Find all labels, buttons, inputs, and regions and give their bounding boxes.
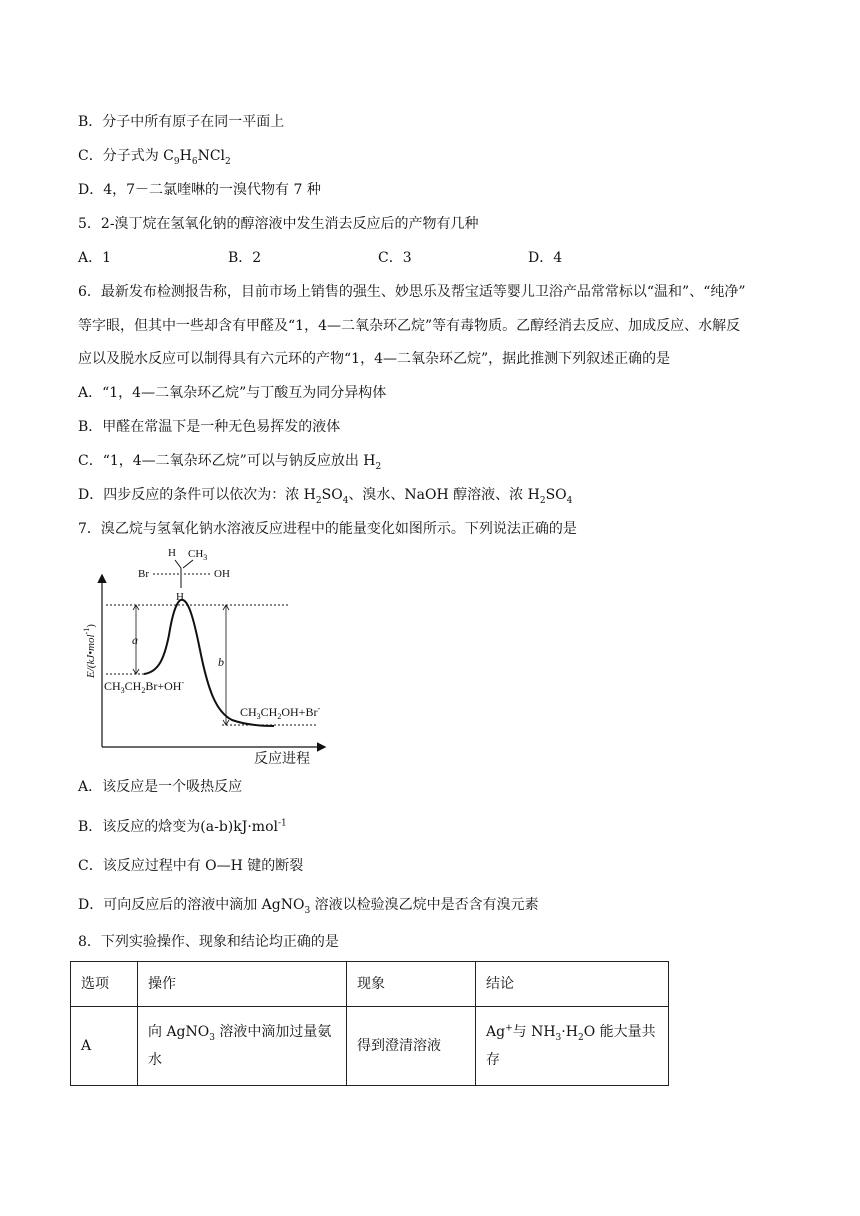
q6-option-c: C．“1，4—二氧杂环乙烷”可以与钠反应放出 $H_2$ xyxy=(78,453,382,472)
header-phenomenon: 现象 xyxy=(347,962,476,1007)
svg-text:CH3: $CH_3$ xyxy=(188,548,208,562)
header-option: 选项 xyxy=(71,962,138,1007)
q7-option-a: A．该反应是一个吸热反应 xyxy=(78,779,243,795)
q5-options xyxy=(78,248,562,268)
label-a: a xyxy=(132,633,138,647)
q7-stem: 7．溴乙烷与氢氧化钠水溶液反应进程中的能量变化如图所示。下列说法正确的是 xyxy=(78,521,577,537)
cell-phenomenon: 得到澄清溶液 xyxy=(347,1007,476,1086)
header-operation: 操作 xyxy=(138,962,347,1007)
q5-option-d: D．4 xyxy=(528,250,563,266)
transition-state-structure xyxy=(138,547,230,603)
cell-conclusion: Ag+与 $NH_3\cdot H_2O$ 能大量共 存 xyxy=(476,1007,669,1086)
svg-text:Br: Br xyxy=(138,568,149,580)
q8-stem: 8．下列实验操作、现象和结论均正确的是 xyxy=(78,934,339,950)
q8-table xyxy=(70,961,669,1086)
q6-option-d: D．四步反应的条件可以依次为：浓 $H_2SO_4$、溴水、NaOH 醇溶液、浓 $H_2SO_4$ xyxy=(78,487,573,506)
q6-stem-line2: 等字眼，但其中一些却含有甲醛及“1，4—二氧杂环乙烷”等有毒物质。乙醇经消去反应、加成反应、水解反 xyxy=(78,318,741,334)
y-axis-label: E/(kJ•mol$^{-1}$) xyxy=(82,624,97,678)
q5-option-b: B．2 xyxy=(228,250,262,266)
q6-stem-line1: 6．最新发布检测报告称，目前市场上销售的强生、妙思乐及帮宝适等婴儿卫浴产品常常标以“温和”、“纯净” xyxy=(78,284,746,300)
svg-text:H: H xyxy=(168,547,176,559)
energy-profile-diagram xyxy=(82,540,336,770)
q5-option-c: C．3 xyxy=(378,250,412,266)
cell-operation: 向 AgNO$_3$ 溶液中滴加过量氨 水 xyxy=(138,1007,347,1086)
table-header-row xyxy=(71,962,669,1007)
reactant-label: $CH_3CH_2Br+OH^-$ xyxy=(104,678,185,695)
svg-text:OH: OH xyxy=(214,568,230,580)
q4-option-b: B．分子中所有原子在同一平面上 xyxy=(78,114,285,130)
svg-text:H: H xyxy=(176,591,184,603)
q6-option-b: B．甲醛在常温下是一种无色易挥发的液体 xyxy=(78,419,341,435)
x-axis-label: 反应进程 xyxy=(254,752,310,767)
q6-option-a: A．“1，4—二氧杂环乙烷”与丁酸互为同分异构体 xyxy=(78,385,387,401)
q7-option-b: B．该反应的焓变为(a-b)kJ·mol$^{-1}$ xyxy=(78,818,287,835)
table-row xyxy=(71,1007,669,1086)
q7-option-c: C．该反应过程中有 O—H 键的断裂 xyxy=(78,858,304,874)
header-conclusion: 结论 xyxy=(476,962,669,1007)
product-label: $CH_3CH_2OH+Br^-$ xyxy=(240,704,321,721)
q7-option-d: D．可向反应后的溶液中滴加 AgNO$_3$ 溶液以检验溴乙烷中是否含有溴元素 xyxy=(78,897,539,916)
label-b: b xyxy=(218,655,224,669)
q5-option-a: A．1 xyxy=(78,250,112,266)
q5-stem: 5．2-溴丁烷在氢氧化钠的醇溶液中发生消去反应后的产物有几种 xyxy=(78,216,479,232)
q6-stem-line3: 应以及脱水反应可以制得具有六元环的产物“1，4—二氧杂环乙烷”，据此推测下列叙述正确的是 xyxy=(78,351,671,367)
cell-option: A xyxy=(71,1007,138,1086)
q4-option-d: D．4，7－二氯喹啉的一溴代物有 7 种 xyxy=(78,182,321,198)
q4-option-c: C．分子式为 $C_9H_6NCl_2$ xyxy=(78,148,231,167)
